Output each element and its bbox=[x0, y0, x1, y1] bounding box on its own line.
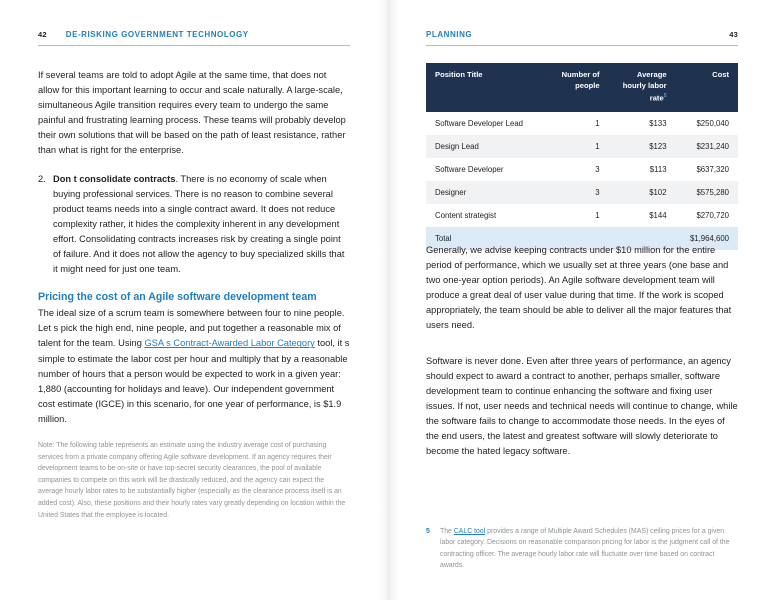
labor-cost-table bbox=[426, 63, 738, 250]
paragraph-agile-transition: If several teams are told to adopt Agile at the same time, that does not allow for this important learning to occur and scale naturally. A large-scale, simultaneous Agile transition requires every team to undergo the same painful and frustrating learning process. These teams will probably develop their own solutions that will be based on the path of least resistance, rather than what is right for the enterprise. bbox=[38, 70, 346, 156]
cell-number: 3 bbox=[548, 181, 609, 204]
paragraph-software-never-done: Software is never done. Even after three years of performance, an agency should expect to award a contract to another, perhaps smaller, software development team to continue enhancing the software and fixing user issues. If not, user needs and technical needs will continue to change, while the software fails to change to accommodate those needs. In the eyes of the end users, the latest and greatest software will slowly deteriorate to become the hated legacy software. bbox=[426, 355, 738, 457]
footnote-text bbox=[440, 526, 738, 571]
table-body bbox=[426, 112, 738, 250]
cell-number: 1 bbox=[548, 112, 609, 135]
cell-total-cost: $1,964,600 bbox=[676, 227, 738, 250]
paragraph-contract-size: Generally, we advise keeping contracts under $10 million for the entire period of performance, which we usually set at three years (one base and two one-year option periods). An Agile software development team will produce a great deal of user value during that time. If the work is scoped appropriately, the team should be able to deliver all the major features that users need. bbox=[426, 245, 732, 331]
header-rule-right bbox=[426, 45, 738, 46]
list-item-body: . There is no economy of scale when buying professional services. There is no reason to combine several product teams needs into a single contract award. It does not reduce complexity rather, it hides the complexity inherent in any development effort. Consolidating contracts increases risk by creating a single point of failure. And it does not allow the agency to buy specialized skills that it might need for just one team. bbox=[53, 173, 345, 275]
link-gsa-calc[interactable]: GSA s Contract-Awarded Labor Category bbox=[144, 338, 315, 349]
th-number-of-people: Number of people bbox=[548, 63, 609, 112]
footnote-number: 5 bbox=[426, 528, 430, 535]
table-row bbox=[426, 158, 738, 181]
table-row bbox=[426, 135, 738, 158]
cell-number: 1 bbox=[548, 135, 609, 158]
left-body-column bbox=[38, 68, 350, 521]
cell-position: Designer bbox=[426, 181, 548, 204]
cell-position: Software Developer Lead bbox=[426, 112, 548, 135]
cell-rate: $113 bbox=[609, 158, 676, 181]
table-row bbox=[426, 204, 738, 227]
cell-rate: $123 bbox=[609, 135, 676, 158]
footnote-text-after-link: provides a range of Multiple Award Schedules (MAS) ceiling prices for a given labor category. Decisions on reasonable comparison pricing for labor is the judgment call of the contracting officer. The average hourly labor rate will fluctuate over time based on contract awards. bbox=[440, 528, 730, 569]
table-head bbox=[426, 63, 738, 112]
subhead-pricing-agile-team: Pricing the cost of an Agile software development team bbox=[38, 291, 317, 304]
paragraph-pricing bbox=[38, 306, 350, 427]
cell-position: Design Lead bbox=[426, 135, 548, 158]
link-calc-tool[interactable]: CALC tool bbox=[453, 528, 486, 535]
right-body-column bbox=[426, 243, 738, 472]
list-item-lead-in: Don t consolidate contracts bbox=[53, 173, 176, 184]
running-head-title-left: DE-RISKING GOVERNMENT TECHNOLOGY bbox=[65, 30, 249, 39]
cell-number: 1 bbox=[548, 204, 609, 227]
cell-cost: $231,240 bbox=[676, 135, 738, 158]
table-row bbox=[426, 181, 738, 204]
cell-rate: $102 bbox=[609, 181, 676, 204]
cell-cost: $575,280 bbox=[676, 181, 738, 204]
running-head-right bbox=[426, 30, 738, 39]
footnote-marker-icon: 5 bbox=[663, 93, 667, 99]
table-note: Note: The following table represents an estimate using the industry average cost of purchasing services from a private company offering Agile software development. If an agency requires their development teams to be on-site or have top-secret security clearances, the pool of available companies to compete on this work will be drastically reduced, and the agency can expect the average hourly labor rates to be substantially higher (especially as the clearance process itself is an added cost). Also, these positions and their hourly rates vary greatly depending on location within the United States that the employee is located. bbox=[38, 441, 346, 519]
footnote-text-before-link: The bbox=[440, 528, 454, 535]
cell-cost: $270,720 bbox=[676, 204, 738, 227]
list-item-marker: 2. bbox=[38, 173, 46, 184]
running-head-title-right: PLANNING bbox=[426, 30, 473, 39]
table-header-row bbox=[426, 63, 738, 112]
cell-rate: $133 bbox=[609, 112, 676, 135]
page-number-right: 43 bbox=[729, 30, 738, 39]
page-right bbox=[388, 0, 776, 600]
th-cost: Cost bbox=[676, 63, 738, 112]
cell-number: 3 bbox=[548, 158, 609, 181]
cell-rate: $144 bbox=[609, 204, 676, 227]
cell-total-label: Total bbox=[426, 227, 548, 250]
cell-position: Software Developer bbox=[426, 158, 548, 181]
table-row bbox=[426, 112, 738, 135]
th-rate-label: Average hourly labor rate bbox=[622, 70, 667, 103]
pricing-text-after-link: tool, it s simple to estimate the labor cost per hour and multiply that by a reasonable number of hours that a person would be expected to work in a given year: 1,880 (accounting for holidays and leave). Our independent government cost estimate (IGCE) in this scenario, for one year of performance, is $1.9 million. bbox=[38, 338, 350, 424]
footnote-calc-tool bbox=[426, 526, 738, 571]
list-item-text bbox=[53, 172, 350, 278]
running-head-left bbox=[38, 30, 350, 39]
pricing-text-before-link: The ideal size of a scrum team is somewhere between four to nine people. Let s pick the high end, nine people, and put together a reasonable mix of talent for the team. Using bbox=[38, 308, 345, 349]
th-position-title: Position Title bbox=[426, 63, 548, 112]
cell-cost: $250,040 bbox=[676, 112, 738, 135]
cell-cost: $637,320 bbox=[676, 158, 738, 181]
cell-position: Content strategist bbox=[426, 204, 548, 227]
header-rule-left bbox=[38, 45, 350, 46]
page-number-left: 42 bbox=[38, 30, 47, 39]
list-item-dont-consolidate-contracts bbox=[38, 172, 350, 278]
th-average-hourly-labor-rate bbox=[609, 63, 676, 112]
